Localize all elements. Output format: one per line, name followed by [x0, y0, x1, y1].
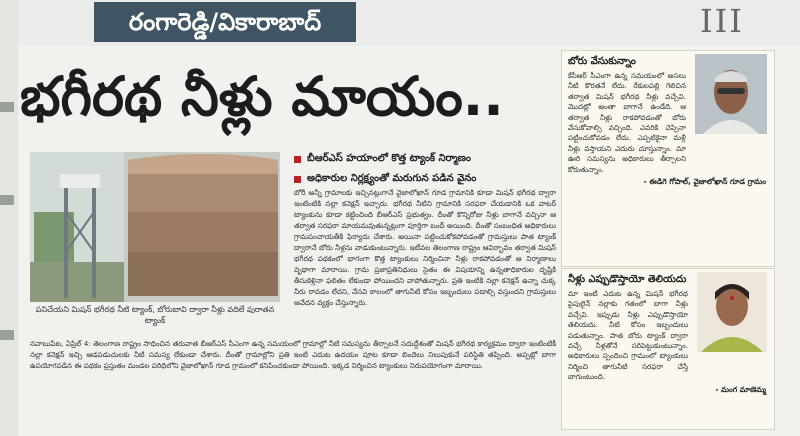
left-page-strip	[0, 0, 18, 436]
bullet-icon	[294, 176, 301, 183]
highlight-text: అధికారుల నిర్లక్ష్యంతో మరుగున పడిన వైనం	[307, 173, 477, 184]
portrait-photo-woman	[697, 272, 767, 352]
quote-heading: నీళ్లు ఎప్పుడొస్తాయో తెలియదు	[568, 274, 687, 285]
portrait-photo-man	[695, 54, 767, 134]
bullet-icon	[294, 156, 301, 163]
article-photo	[30, 152, 280, 302]
quote-heading: బోరు వేసుకున్నాం	[568, 56, 636, 67]
article-body-column: బోరీ అన్నీ గ్రామాలకు ఇచ్చినట్లుగానే వైజాలోఖాన్ గూడ గ్రామానికి కూడా మిషన్ భగీరథ ద్వారా ఇంటింటికి నల్లా కనెక్షన్ ఇచ్చారు. భగీరథ నీటిని గ్రామానికి సరఫరా చేయడానికి ఒక వాటర్ ట్యాంకును కూడా కట్టించింది బీఆర్ఎస్ ప్రభుత్వం. దీంతో కొన్నిరోజు నీళ్లు బాగానే వచ్చినా ఆ తర్వాత సరఫరా మాయమవుతున్నట్లుగా పూర్తిగా బంద్ అయింది. దీంతో సంబంధిత అధికారులు గ్రామపంచాయతీకి ఫిర్యాదు చేశారు. అయినా పట్టించుకోకపోవడంతో గ్రామస్తులు పాత ట్యాంక్ ద్వారానే బోరు నీళ్లను వాడుకుంటున్నారు. ఇటీవల తెలంగాణ రాష్ట్రం ఆవిర్భావం తర్వాత మిషన్ భగీరథ పథకంలో భాగంగా కొత్త ట్యాంకులు నిర్మించినా నీళ్లు రాకపోవడంతో ఆ నిర్మాణాలు వృథాగా మారాయి. గ్రామ ప్రజాప్రతినిధులు సైతం ఈ విషయాన్ని ఉన్నతాధికారుల దృష్టికి తీసుకెళ్లినా ఫలితం లేకుండా పోయిందని వాపోతున్నారు. ప్రతి ఇంటికి నల్లా కనెక్షన్ ఉన్నా చుక్క నీరు రావడం లేదని, వేసవి కాలంలో తాగునీటి కోసం ఇబ్బందులు పడాల్సి వస్తుందని గ్రామస్తులు ఆవేదన వ్యక్తం చేస్తున్నారు.	[294, 188, 556, 307]
headline: భగీరథ నీళ్లు మాయం..	[20, 65, 504, 128]
section-banner: రంగారెడ్డి/వికారాబాద్	[94, 2, 356, 42]
quote-signature: - మంగ మాణెమ్మ	[715, 384, 766, 394]
highlight-item	[294, 172, 556, 186]
page-number: III	[700, 2, 744, 40]
highlight-text: బీఆర్ఎస్ హయాంలో కొత్త ట్యాంక్ నిర్మాణం	[307, 153, 471, 164]
quote-text: మా ఇంటి ఎదుట ఉన్న మిషన్ భగీరథ పైపులైన్ నల్లాకు గతంలో బాగా నీళ్లు వచ్చేవి. ఇప్పుడు నీళ్లు ఎప్పుడొస్తాయో తెలియదు. నీటి కోసం ఇబ్బందులు పడుతున్నాం. పాత బోరు ట్యాంక్ ద్వారా వచ్చే నీళ్లతోనే సరిపెట్టుకుంటున్నాం. అధికారులు స్పందించి గ్రామంలో ట్యాంకులు నిర్మించి తాగునీటి సరఫరా చేస్తే బాగుంటుంది.	[568, 289, 688, 382]
quote-signature: - ఈడిగె గోపాల్, వైజాలోఖాన్ గూడ గ్రామం	[643, 177, 766, 187]
photo-caption: పనిచేయని మిషన్ భగీరథ నీటి ట్యాంక్, బోరుబావి ద్వారా నీళ్లు వదిలే పురాతన ట్యాంక్	[35, 305, 275, 325]
highlights-list	[294, 152, 556, 192]
quote-text: కేసీఆర్ సీఎంగా ఉన్న సమయంలో అసలు నీటి కొరతనే లేదు. రేకులపల్లి గెలిచిన తర్వాత మిషన్ భగీరథ నీళ్లు వచ్చేవి. మొదట్లో అంతా బాగానే ఉండేది. ఆ తర్వాత నీళ్లు రాకపోవడంతో బోరు వేసుకోవాల్సి వచ్చింది. ఎవరికి చెప్పినా పట్టించుకోవడం లేదు. ఎప్పటికైనా మళ్లీ నీళ్లు వస్తాయని ఎదురు చూస్తున్నాం. మా ఊరి సమస్యను అధికారులు తీర్చాలని కోరుతున్నాం.	[568, 71, 686, 174]
highlight-item	[294, 152, 556, 166]
article-body-lower: నవాబుపేట, ఏప్రిల్ 4: తెలంగాణ రాష్ట్రం సాధించిన తరువాత బీఆర్ఎస్ సీఎంగా ఉన్న సమయంలో గ్రామాల్లో నీటి సమస్యను తీర్చాలనే సదుద్దేశంతో మిషన్ భగీరథ కార్యక్రమం ద్వారా ఇంటింటికీ నల్లా కనెక్షన్ ఇచ్చి ఆడపడుచులకు నీటి సమస్య లేకుండా చేశారు. దీంతో గ్రామాల్లోని ప్రతి ఇంటి ఎదుట ఉదయం పూట కూడా బిందెలు నిలుపుకునే పరిస్థితి తప్పింది. అప్పట్లో బాగా ఉపయోగపడిన ఈ పథకం ప్రస్తుతం మండల పరిధిలోని వైజాలోఖాన్ గూడ గ్రామంలో కనిపించకుండా పోయింది. ఇక్కడ నిర్మించిన ట్యాంకులు నిరుపయోగంగా మారాయి.	[30, 339, 556, 370]
